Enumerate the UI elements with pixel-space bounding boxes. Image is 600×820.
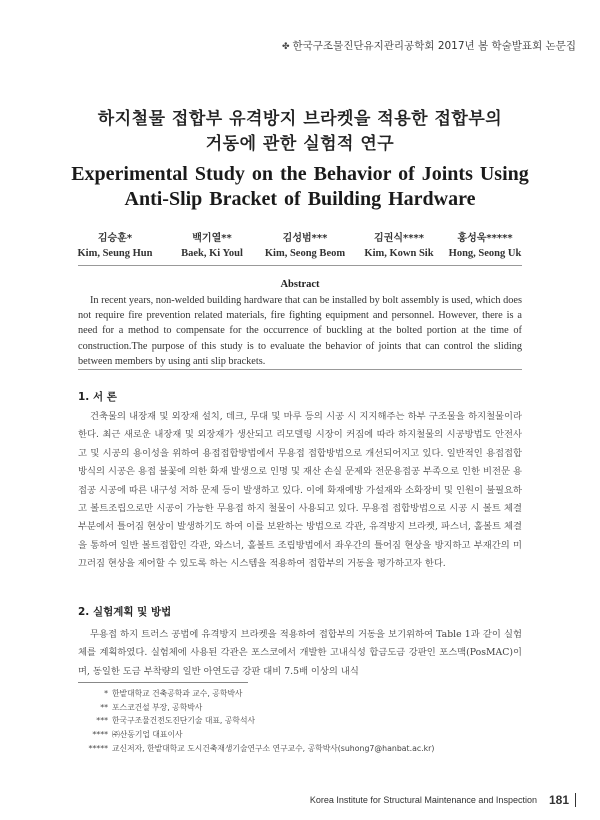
- title-english-line-1: Experimental Study on the Behavior of Joints Using: [71, 163, 529, 185]
- body-paragraph: 무용접 하지 트러스 공법에 유격방지 브라켓을 적용하여 접합부의 거동을 보기위하여 Table 1과 같이 실험체를 계획하였다. 실험체에 사용된 각관은 포스코에서 개발한 고내식성 합금도금 강판인 포스맥(PosMAC)이며, 동일한 도금 부착량의 일반 아연도금 강판 대비 7.5배 이상의 내식: [78, 629, 522, 677]
- footnote-mark: ****: [92, 730, 108, 740]
- author-name-korean: 백기열**: [192, 233, 232, 244]
- abstract-body: [78, 293, 522, 369]
- body-paragraph: 건축물의 내장재 및 외장재 설치, 데크, 무대 및 마루 등의 시공 시 지지해주는 하부 구조물을 하지철물이라 한다. 최근 새로운 내장재 및 외장재가 생산되고 리모델링 시장이 커짐에 따라 하지철물의 시공방법도 안전사고 및 시공의 용이성을 위하여 용접접합방법에서 무용접 접합방법으로 개선되어지고 있다. 일반적인 용접접합 방식의 시공은 용접 불꽃에 의한 화재 발생으로 인명 및 재산 손실 문제와 전문용접공 부족으로 인한 비전문 용접공 시공에 따른 내구성 저하 문제 등이 발생하고 있다. 이에 화재예방 가설재와 소화장비 및 인원이 불필요하고 볼트조립으로만 시공이 가능한 무용접 하지 철물이 사용되고 있다. 무용접 접합방법으로 시공 시 볼트 체결부분에서 틀어짐 현상이 발생하기도 하여 이를 보완하는 방법으로 각관, 유격방지 브라켓, 파스너, 홀볼트 체결을 통하여 일반 볼트접합인 각관, 와스너, 홀볼트 조립방법에서 좌우간의 틀어짐 현상을 방지하고 부재간의 미끄러짐 현상을 제어할 수 있도록 하는 시스템을 적용하여 접합부의 거동을 평가하고자 한다.: [78, 411, 522, 570]
- footnote-rule: [78, 682, 248, 683]
- author-name-english: Baek, Ki Youl: [181, 248, 243, 259]
- abstract-paragraph: In recent years, non-welded building hardware that can be installed by bolt assembly is used, which does not require fire prevention related materials, fire fighting equipment and personnel. However, there is a need for a method to compensate for the occurrence of buckling at the bolted portion at the time of construction.The purpose of this study is to evaluate the behavior of joints that can control the sliding between members by using anti slip brackets.: [78, 295, 522, 367]
- page-footer: [310, 793, 576, 807]
- author-name-korean: 홍성욱*****: [457, 233, 513, 244]
- footnote-text: 포스코건설 부장, 공학박사: [112, 702, 203, 712]
- section-heading-introduction: 1. 서 론: [78, 391, 117, 403]
- footnote-text: ㈜산동기업 대표이사: [112, 730, 183, 740]
- header-mark-icon: ✤: [281, 42, 290, 52]
- footnote-text: 교신저자, 한밭대학교 도시건축재생기술연구소 연구교수, 공학박사(suhong7@hanbat.ac.kr): [112, 743, 435, 753]
- author-5: [430, 229, 540, 259]
- footnote-mark: *****: [88, 743, 108, 753]
- footnote-mark: *: [104, 689, 108, 698]
- author-name-korean: 김승훈*: [97, 233, 133, 244]
- footnote-mark: ***: [96, 716, 108, 726]
- footnote-text: 한밭대학교 건축공학과 교수, 공학박사: [112, 689, 243, 698]
- title-english-line-2: Anti-Slip Bracket of Building Hardware: [124, 188, 476, 210]
- footer-journal-name: Korea Institute for Structural Maintenance and Inspection: [309, 795, 537, 805]
- author-name-english: Kim, Seong Beom: [264, 248, 346, 259]
- section-heading-experiment: 2. 실험계획 및 방법: [78, 606, 172, 618]
- header-text: 한국구조물진단유지관리공학회 2017년 봄 학술발표회 논문집: [292, 40, 576, 52]
- section-body-introduction: [78, 408, 522, 574]
- title-korean-line-1: 하지철물 접합부 유격방지 브라켓을 적용한 접합부의: [97, 109, 503, 129]
- title-korean-line-2: 거동에 관한 실험적 연구: [205, 134, 395, 154]
- author-name-english: Kim, Kown Sik: [364, 248, 434, 259]
- footnote: [78, 729, 522, 743]
- footnote: [78, 743, 522, 757]
- running-header: [282, 38, 576, 53]
- footnote-mark: **: [100, 702, 108, 712]
- section-body-experiment: [78, 626, 522, 681]
- footnote-text: 한국구조물건전도진단기술 대표, 공학석사: [112, 716, 256, 726]
- author-name-english: Kim, Seung Hun: [77, 248, 153, 259]
- footnote: [78, 702, 522, 716]
- page-number: 181: [549, 793, 576, 807]
- author-1: [60, 229, 170, 259]
- footnote-list: [78, 688, 522, 756]
- author-name-english: Hong, Seong Uk: [448, 248, 522, 259]
- author-name-korean: 김권식****: [374, 233, 424, 244]
- footnote: [78, 688, 522, 702]
- abstract-heading: Abstract: [280, 279, 320, 290]
- author-name-korean: 김성범***: [282, 233, 328, 244]
- footnote: [78, 715, 522, 729]
- abstract-bottom-rule: [78, 369, 522, 370]
- abstract-top-rule: [78, 265, 522, 266]
